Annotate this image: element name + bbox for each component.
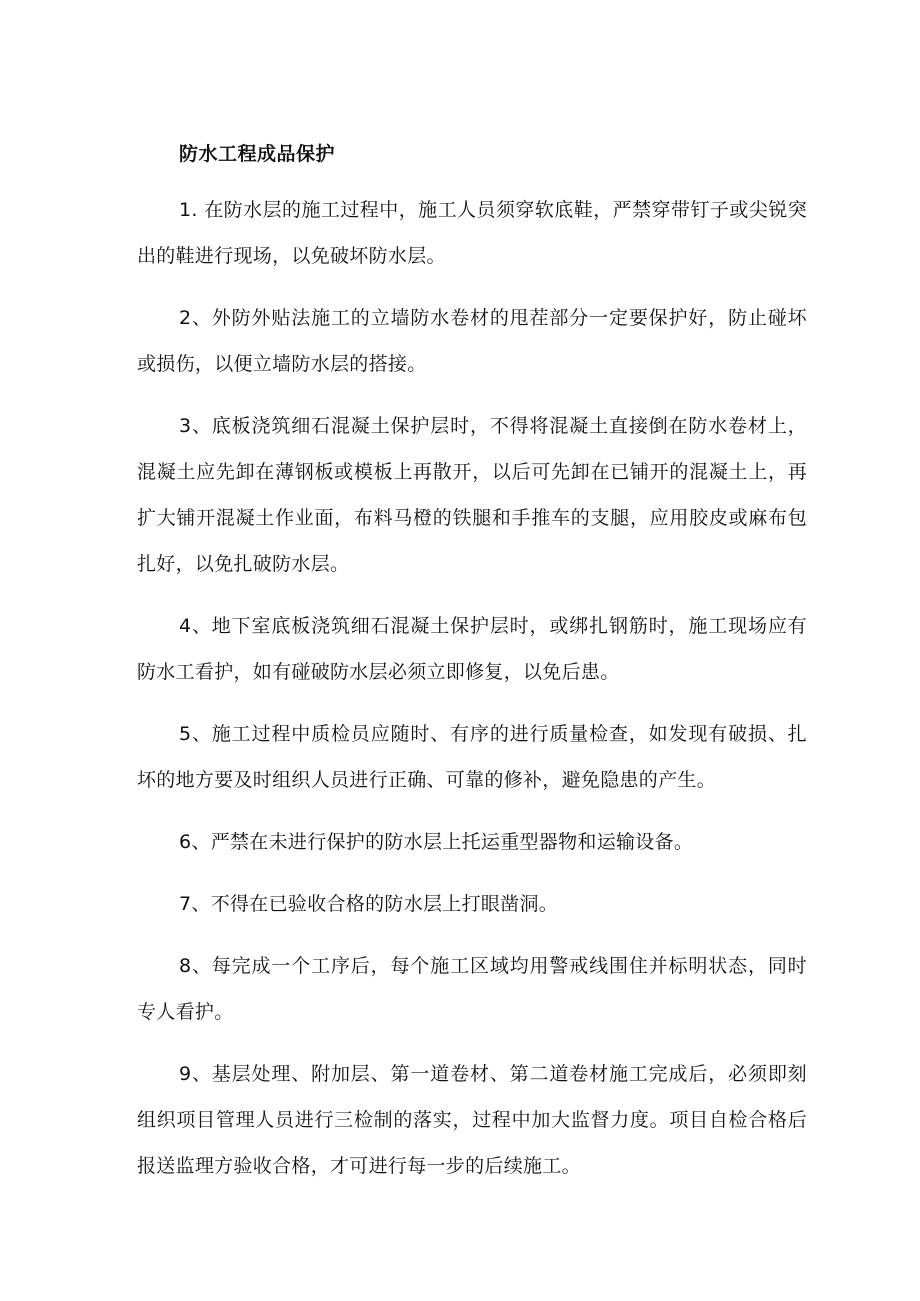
document-body [137, 137, 807, 1189]
paragraph-8: 8、每完成一个工序后，每个施工区域均用警戒线围住并标明状态，同时专人看护。 [137, 955, 807, 1023]
paragraph-6: 6、严禁在未进行保护的防水层上托运重型器物和运输设备。 [179, 831, 694, 853]
paragraph-5: 5、施工过程中质检员应随时、有序的进行质量检查，如发现有破损、扎坏的地方要及时组织人员进行正确、可靠的修补，避免隐患的产生。 [137, 723, 807, 791]
paragraph-4: 4、地下室底板浇筑细石混凝土保护层时，或绑扎钢筋时，施工现场应有防水工看护，如有碰破防水层必须立即修复，以免后患。 [137, 615, 807, 683]
paragraph-2: 2、外防外贴法施工的立墙防水卷材的甩茬部分一定要保护好，防止碰坏或损伤，以便立墙防水层的搭接。 [137, 307, 807, 375]
document-title: 防水工程成品保护 [179, 143, 336, 165]
paragraph-9: 9、基层处理、附加层、第一道卷材、第二道卷材施工完成后，必须即刻组织项目管理人员进行三检制的落实，过程中加大监督力度。项目自检合格后报送监理方验收合格，才可进行每一步的后续施工。 [137, 1063, 807, 1177]
paragraph-1: 1. 在防水层的施工过程中，施工人员须穿软底鞋，严禁穿带钉子或尖锐突出的鞋进行现场，以免破坏防水层。 [137, 199, 807, 267]
paragraph-7: 7、不得在已验收合格的防水层上打眼凿洞。 [179, 893, 559, 915]
paragraph-3: 3、底板浇筑细石混凝土保护层时，不得将混凝土直接倒在防水卷材上，混凝土应先卸在薄钢板或模板上再散开，以后可先卸在已铺开的混凝土上，再扩大铺开混凝土作业面，布料马橙的铁腿和手推车的支腿，应用胶皮或麻布包扎好，以免扎破防水层。 [137, 415, 807, 575]
